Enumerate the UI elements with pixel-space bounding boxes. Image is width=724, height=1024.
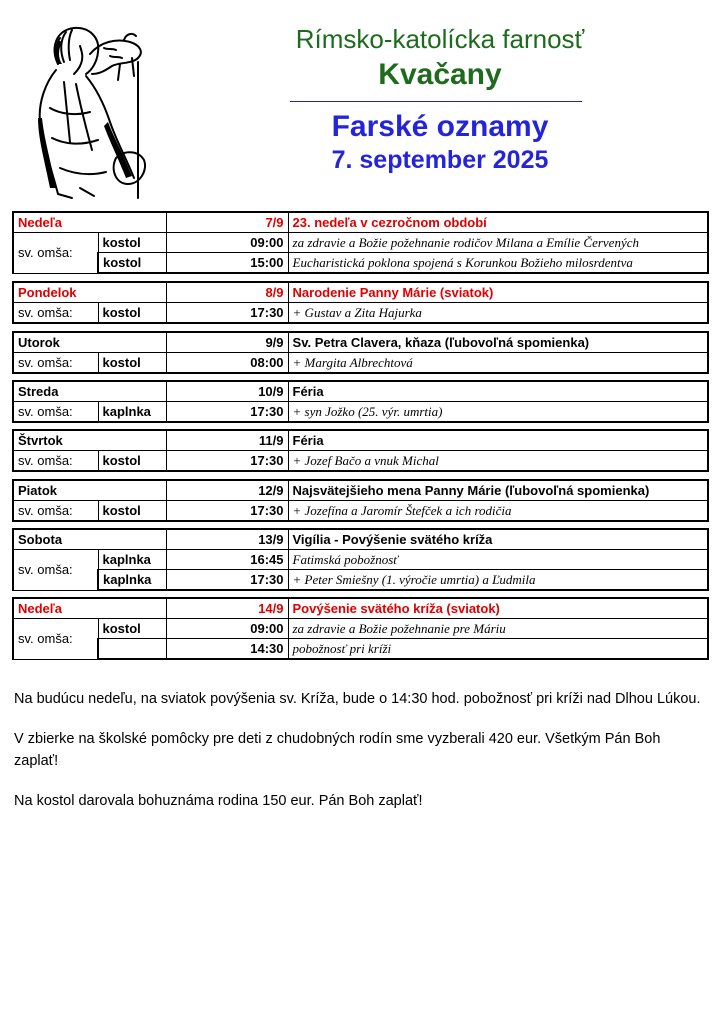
day-table-sunday-2 <box>12 597 709 660</box>
day-feast: Povýšenie svätého kríža (sviatok) <box>288 598 708 619</box>
mass-intention: za zdravie a Božie požehnanie rodičov Milana a Emílie Červených <box>288 233 708 253</box>
mass-place: kostol <box>98 501 166 522</box>
mass-intention: pobožnosť pri kríži <box>288 639 708 660</box>
announcement-date: 7. september 2025 <box>331 146 549 174</box>
good-shepherd-icon <box>20 18 150 200</box>
day-feast: Sv. Petra Clavera, kňaza (ľubovoľná spomienka) <box>288 332 708 353</box>
mass-place <box>98 639 166 660</box>
mass-label: sv. omša: <box>13 233 98 274</box>
day-date: 14/9 <box>166 598 288 619</box>
day-date: 11/9 <box>166 430 288 451</box>
announcement-text: Na budúcu nedeľu, na sviatok povýšenia sv. Kríža, bude o 14:30 hod. pobožnosť pri kríži nad Dlhou Lúkou. <box>14 691 701 707</box>
mass-place: kaplnka <box>98 550 166 570</box>
mass-label: sv. omša: <box>13 402 98 423</box>
parish-name: Rímsko-katolícka farnosť <box>295 24 585 54</box>
mass-time: 09:00 <box>166 619 288 639</box>
mass-label: sv. omša: <box>13 353 98 374</box>
day-name: Streda <box>13 381 166 402</box>
day-table-sunday-1 <box>12 211 709 274</box>
mass-time: 14:30 <box>166 639 288 660</box>
mass-time: 17:30 <box>166 451 288 472</box>
mass-intention: Fatimská pobožnosť <box>288 550 708 570</box>
day-feast: 23. nedeľa v cezročnom období <box>288 212 708 233</box>
day-feast: Najsvätejšieho mena Panny Márie (ľubovoľná spomienka) <box>288 480 708 501</box>
mass-time: 17:30 <box>166 570 288 591</box>
mass-intention: za zdravie a Božie požehnanie pre Máriu <box>288 619 708 639</box>
day-feast: Narodenie Panny Márie (sviatok) <box>288 282 708 303</box>
announcement-text: Na kostol darovala bohuznáma rodina 150 eur. Pán Boh zaplať! <box>14 793 423 809</box>
mass-intention: + Gustav a Zita Hajurka <box>288 303 708 324</box>
day-date: 12/9 <box>166 480 288 501</box>
mass-label: sv. omša: <box>13 550 98 591</box>
mass-time: 16:45 <box>166 550 288 570</box>
header-divider <box>290 101 582 102</box>
day-table-saturday <box>12 528 709 591</box>
day-feast: Vigília - Povýšenie svätého kríža <box>288 529 708 550</box>
day-table-monday <box>12 281 709 324</box>
day-table-tuesday <box>12 331 709 374</box>
mass-time: 17:30 <box>166 303 288 324</box>
day-name: Nedeľa <box>13 212 166 233</box>
mass-time: 15:00 <box>166 253 288 274</box>
mass-label: sv. omša: <box>13 619 98 660</box>
day-date: 8/9 <box>166 282 288 303</box>
announcements <box>14 688 704 830</box>
mass-time: 08:00 <box>166 353 288 374</box>
day-name: Piatok <box>13 480 166 501</box>
mass-place: kostol <box>98 353 166 374</box>
day-name: Nedeľa <box>13 598 166 619</box>
day-table-friday <box>12 479 709 522</box>
mass-place: kostol <box>98 233 166 253</box>
mass-place: kostol <box>98 619 166 639</box>
mass-label: sv. omša: <box>13 501 98 522</box>
mass-intention: + Peter Smiešny (1. výročie umrtia) a Ľudmila <box>288 570 708 591</box>
parish-town: Kvačany <box>378 58 502 91</box>
day-feast: Féria <box>288 381 708 402</box>
mass-intention: + syn Jožko (25. výr. umrtia) <box>288 402 708 423</box>
day-name: Pondelok <box>13 282 166 303</box>
mass-intention: + Jozefína a Jaromír Štefček a ich rodičia <box>288 501 708 522</box>
mass-place: kaplnka <box>98 402 166 423</box>
day-table-wednesday <box>12 380 709 423</box>
mass-time: 17:30 <box>166 501 288 522</box>
mass-place: kostol <box>98 303 166 324</box>
day-date: 9/9 <box>166 332 288 353</box>
mass-intention: + Jozef Bačo a vnuk Michal <box>288 451 708 472</box>
mass-time: 09:00 <box>166 233 288 253</box>
mass-place: kaplnka <box>98 570 166 591</box>
mass-label: sv. omša: <box>13 451 98 472</box>
day-feast: Féria <box>288 430 708 451</box>
day-date: 13/9 <box>166 529 288 550</box>
day-name: Sobota <box>13 529 166 550</box>
day-name: Štvrtok <box>13 430 166 451</box>
mass-place: kostol <box>98 253 166 274</box>
day-date: 10/9 <box>166 381 288 402</box>
mass-intention: + Margita Albrechtová <box>288 353 708 374</box>
announcement-text: V zbierke na školské pomôcky pre deti z chudobných rodín sme vyzberali 420 eur. Všetkým Pán Boh zaplať! <box>14 731 661 769</box>
mass-place: kostol <box>98 451 166 472</box>
mass-label: sv. omša: <box>13 303 98 324</box>
mass-time: 17:30 <box>166 402 288 423</box>
day-name: Utorok <box>13 332 166 353</box>
page-title: Farské oznamy <box>331 110 549 143</box>
mass-intention: Eucharistická poklona spojená s Korunkou Božieho milosrdentva <box>288 253 708 274</box>
day-table-thursday <box>12 429 709 472</box>
day-date: 7/9 <box>166 212 288 233</box>
